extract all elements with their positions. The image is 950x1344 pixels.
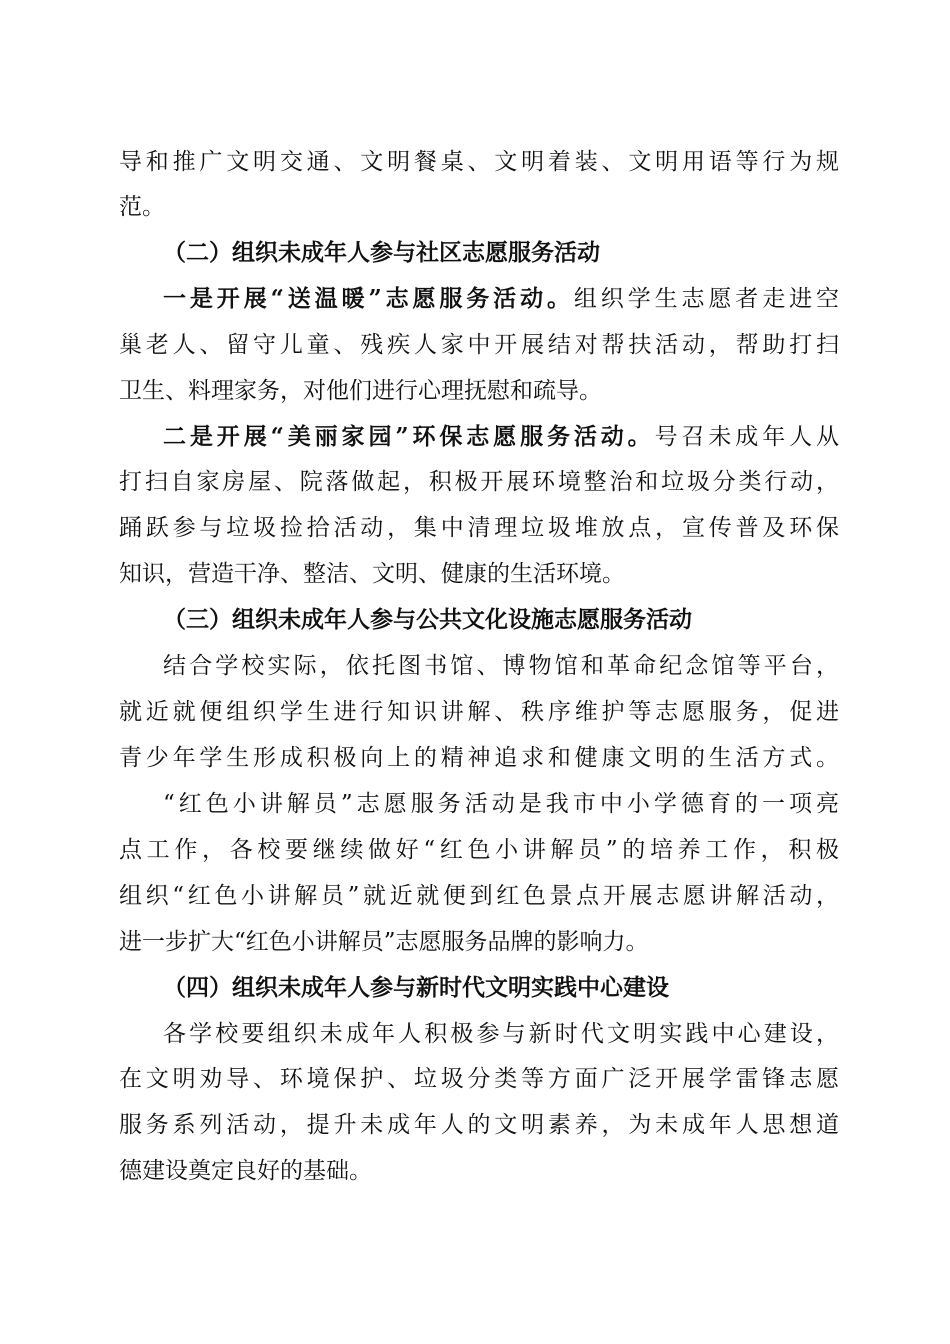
paragraph-line: 组织“红色小讲解员”就近就便到红色景点开展志愿讲解活动， xyxy=(119,883,839,909)
paragraph-line: “红色小讲解员”志愿服务活动是我市中小学德育的一项亮 xyxy=(163,791,839,817)
paragraph-line: 踊跃参与垃圾捡拾活动，集中清理垃圾堆放点，宣传普及环保 xyxy=(119,515,839,541)
lead-sentence: 二是开展“美丽家园”环保志愿服务活动。 xyxy=(163,423,655,450)
paragraph-line: 卫生、料理家务，对他们进行心理抚慰和疏导。 xyxy=(119,378,602,404)
paragraph-line: 范。 xyxy=(119,194,165,220)
paragraph-line: 进一步扩大“红色小讲解员”志愿服务品牌的影响力。 xyxy=(119,929,649,955)
paragraph-line: 打扫自家房屋、院落做起，积极开展环境整治和垃圾分类行动， xyxy=(119,469,839,495)
paragraph-line: 德建设奠定良好的基础。 xyxy=(119,1158,372,1184)
paragraph-line: 知识，营造干净、整洁、文明、健康的生活环境。 xyxy=(119,561,625,587)
paragraph-line: 各学校要组织未成年人积极参与新时代文明实践中心建设， xyxy=(163,1021,839,1047)
paragraph-line: 服务系列活动，提升未成年人的文明素养，为未成年人思想道 xyxy=(119,1112,839,1138)
section-heading-3: （三）组织未成年人参与公共文化设施志愿服务活动 xyxy=(163,606,692,633)
lead-sentence: 一是开展“送温暖”志愿服务活动。 xyxy=(163,285,574,312)
paragraph-line: 导和推广文明交通、文明餐桌、文明着装、文明用语等行为规 xyxy=(119,149,839,175)
paragraph-text: 号召未成年人从 xyxy=(654,424,840,450)
section-heading-2: （二）组织未成年人参与社区志愿服务活动 xyxy=(163,239,600,266)
paragraph-line: 就近就便组织学生进行知识讲解、秩序维护等志愿服务，促进 xyxy=(119,699,839,725)
paragraph-line xyxy=(163,277,839,321)
paragraph-text: 组织学生志愿者走进空 xyxy=(573,286,840,312)
paragraph-line: 结合学校实际，依托图书馆、博物馆和革命纪念馆等平台， xyxy=(163,653,839,679)
section-heading-4: （四）组织未成年人参与新时代文明实践中心建设 xyxy=(163,974,669,1001)
paragraph-line: 在文明劝导、环境保护、垃圾分类等方面广泛开展学雷锋志愿 xyxy=(119,1066,839,1092)
paragraph-line xyxy=(163,415,839,459)
paragraph-line: 点工作，各校要继续做好“红色小讲解员”的培养工作，积极 xyxy=(119,837,839,863)
paragraph-line: 青少年学生形成积极向上的精神追求和健康文明的生活方式。 xyxy=(119,745,839,771)
paragraph-line: 巢老人、留守儿童、残疾人家中开展结对帮扶活动，帮助打扫 xyxy=(119,332,839,358)
